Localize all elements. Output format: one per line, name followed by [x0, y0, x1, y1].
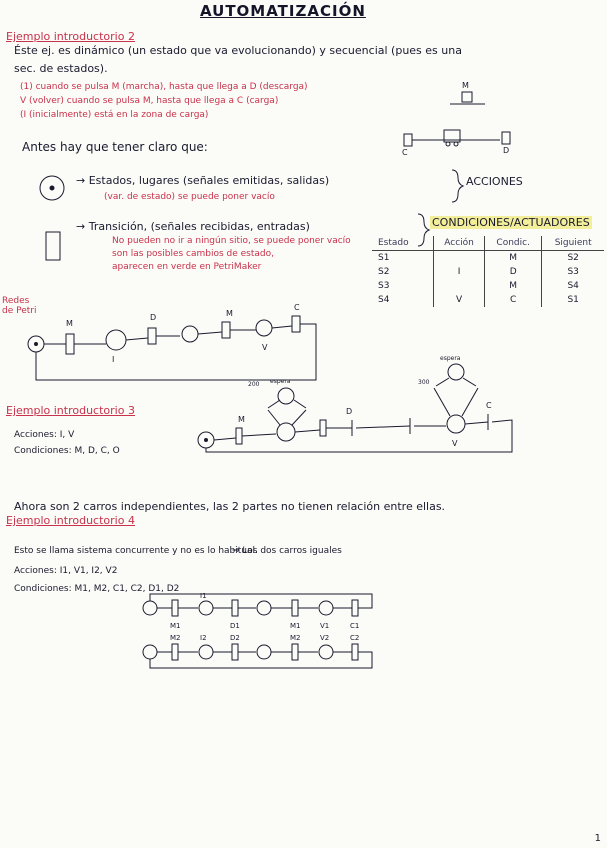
net-label: M2: [290, 634, 301, 642]
petri-net-ex2: [28, 303, 316, 380]
net-label: M1: [290, 622, 301, 630]
table-cell: S2: [542, 251, 604, 266]
petri-net-note: Redes de Petri: [2, 296, 37, 316]
net-label: I: [112, 355, 115, 364]
transitions-red-1: No pueden no ir a ningún sitio, se puede poner vacío: [112, 236, 351, 246]
table-header: Acción: [434, 236, 485, 251]
net-label: C2: [350, 634, 360, 642]
transitions-definition: → Transición, (señales recibidas, entradas): [76, 220, 310, 233]
ex3-heading: Ejemplo introductorio 3: [6, 404, 135, 417]
ex2-before: Antes hay que tener claro que:: [22, 140, 208, 154]
net-label: D: [346, 407, 353, 416]
condiciones-text: CONDICIONES/ACTUADORES: [432, 216, 590, 229]
states-definition: → Estados, lugares (señales emitidas, salidas): [76, 174, 330, 187]
table-cell: I: [434, 265, 485, 279]
cart-label-m: M: [462, 81, 469, 90]
net-label: D1: [230, 622, 240, 630]
net-label: V: [452, 439, 458, 448]
table-cell: S3: [378, 281, 390, 291]
net-label: 300: [418, 379, 430, 386]
table-header: Estado: [372, 236, 434, 251]
net-label: D2: [230, 634, 240, 642]
page-title: AUTOMATIZACIÓN: [200, 2, 366, 20]
table-cell: M: [485, 279, 542, 293]
ex2-heading: Ejemplo introductorio 2: [6, 30, 135, 43]
ex2-note1: (1) cuando se pulsa M (marcha), hasta que llega a D (descarga): [20, 82, 308, 92]
net-label: D: [150, 313, 157, 322]
table-cell: S4: [378, 295, 390, 305]
net-label: I1: [200, 592, 207, 600]
net-label: M: [226, 309, 233, 318]
cart-label-d: D: [503, 146, 510, 155]
table-cell: D: [485, 265, 542, 279]
table-cell: S1: [542, 293, 604, 307]
net-label: M1: [170, 622, 181, 630]
transitions-red-3: aparecen en verde en PetriMaker: [112, 262, 262, 272]
net-label: C1: [350, 622, 360, 630]
ex2-line1: Éste ej. es dinámico (un estado que va evolucionando) y secuencial (pues es una: [14, 44, 462, 57]
table-cell: C: [485, 293, 542, 307]
table-cell: V: [434, 293, 485, 307]
table-cell: S1: [378, 253, 390, 263]
ex4-line2: Esto se llama sistema concurrente y no es lo habitual.: [14, 546, 258, 556]
petri-net-ex4-row1: [143, 592, 372, 630]
token-dot-icon: [50, 186, 54, 190]
states-subnote: (var. de estado) se puede poner vacío: [104, 192, 275, 202]
net-label: C: [294, 303, 300, 312]
net-label: espera: [440, 355, 461, 362]
net-label: 200: [248, 381, 260, 388]
net-label: M: [66, 319, 73, 328]
ex4-heading: Ejemplo introductorio 4: [6, 514, 135, 527]
net-label: C: [486, 401, 492, 410]
cart-label-c: C: [402, 148, 408, 157]
petri-net-ex3: [198, 355, 512, 452]
transitions-red-2: son las posibles cambios de estado,: [112, 249, 274, 259]
ex4-condiciones: Condiciones: M1, M2, C1, C2, D1, D2: [14, 584, 180, 594]
table-cell: M: [485, 251, 542, 266]
petri-net-ex4-row2: [143, 634, 372, 668]
ex4-iguales: ⇒ Los dos carros iguales: [232, 546, 342, 556]
table-header: Condic.: [485, 236, 542, 251]
net-label: M: [238, 415, 245, 424]
net-label: espera: [270, 378, 291, 385]
ex4-line1: Ahora son 2 carros independientes, las 2 partes no tienen relación entre ellas.: [14, 500, 446, 513]
cart-sketch: [402, 81, 510, 157]
ex2-note3: (I (inicialmente) está en la zona de carga): [20, 110, 209, 120]
table-cell: S2: [378, 267, 390, 277]
ex2-note2: V (volver) cuando se pulsa M, hasta que llega a C (carga): [20, 96, 279, 106]
net-label: V1: [320, 622, 330, 630]
table-cell: S3: [542, 265, 604, 279]
brace-condiciones: [418, 214, 429, 246]
ex4-acciones: Acciones: I1, V1, I2, V2: [14, 566, 118, 576]
acciones-label: ACCIONES: [466, 175, 523, 188]
brace-acciones: [452, 170, 463, 202]
net-label: I2: [200, 634, 207, 642]
page-number: 1: [594, 833, 601, 844]
table-cell: S4: [542, 279, 604, 293]
net-label: V2: [320, 634, 330, 642]
net-label: M2: [170, 634, 181, 642]
net-label: V: [262, 343, 268, 352]
table-header: Siguient: [542, 236, 604, 251]
ex3-condiciones: Condiciones: M, D, C, O: [14, 446, 120, 456]
ex2-line2: sec. de estados).: [14, 62, 108, 75]
ex3-acciones: Acciones: I, V: [14, 430, 75, 440]
transition-symbol-icon: [46, 232, 60, 260]
